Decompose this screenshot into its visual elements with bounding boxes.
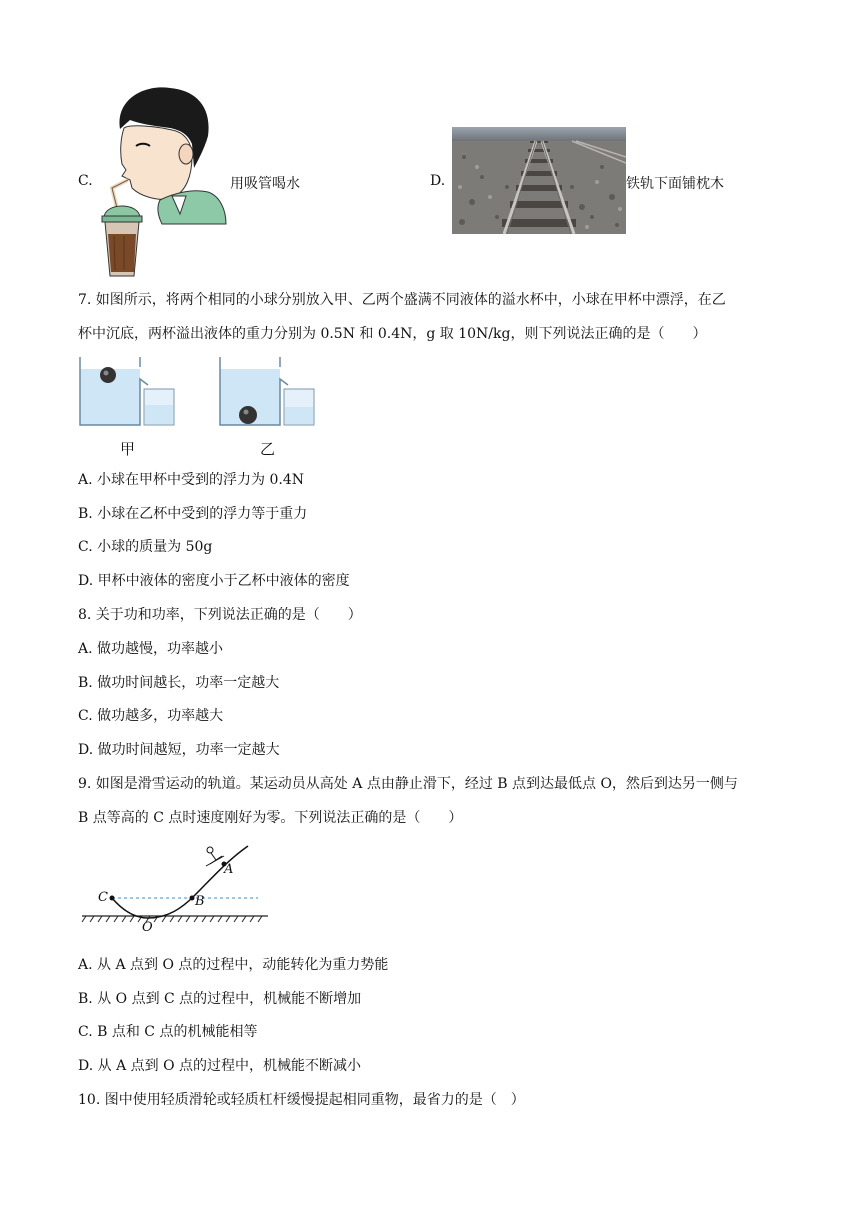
point-label-a: A bbox=[224, 862, 234, 877]
q7-option-c: C. 小球的质量为 50g bbox=[78, 539, 213, 555]
q9-option-d: D. 从 A 点到 O 点的过程中，机械能不断减小 bbox=[78, 1058, 362, 1074]
q7-option-d: D. 甲杯中液体的密度小于乙杯中液体的密度 bbox=[78, 573, 350, 589]
q9-stem-line2: B 点等高的 C 点时速度刚好为零。下列说法正确的是（ ） bbox=[78, 810, 463, 826]
q8-option-c: C. 做功越多，功率越大 bbox=[78, 708, 224, 724]
q8-option-d: D. 做功时间越短，功率一定越大 bbox=[78, 742, 280, 758]
option-d-caption: 铁轨下面铺枕木 bbox=[626, 176, 724, 192]
q10-stem: 10. 图中使用轻质滑轮或轻质杠杆缓慢提起相同重物，最省力的是（ ） bbox=[78, 1092, 525, 1108]
option-c-letter: C. bbox=[78, 173, 93, 189]
option-c-caption: 用吸管喝水 bbox=[230, 176, 300, 192]
railway-track-image bbox=[452, 127, 626, 234]
point-label-o: O bbox=[142, 920, 153, 935]
boy-drinking-straw-image bbox=[100, 84, 228, 280]
q9-option-c: C. B 点和 C 点的机械能相等 bbox=[78, 1024, 258, 1040]
q8-option-a: A. 做功越慢，功率越小 bbox=[78, 641, 224, 657]
q7-stem-line1: 7. 如图所示，将两个相同的小球分别放入甲、乙两个盛满不同液体的溢水杯中，小球在甲杯中漂浮，在乙 bbox=[78, 292, 726, 308]
fig-label-jia: 甲 bbox=[120, 440, 136, 458]
overflow-cups-figure bbox=[78, 355, 328, 461]
option-d-letter: D. bbox=[430, 173, 446, 189]
point-label-c: C bbox=[98, 890, 108, 905]
q7-option-b: B. 小球在乙杯中受到的浮力等于重力 bbox=[78, 506, 308, 522]
q8-option-b: B. 做功时间越长，功率一定越大 bbox=[78, 675, 280, 691]
q9-option-b: B. 从 O 点到 C 点的过程中，机械能不断增加 bbox=[78, 991, 362, 1007]
point-label-b: B bbox=[195, 894, 205, 909]
q9-stem-line1: 9. 如图是滑雪运动的轨道。某运动员从高处 A 点由静止滑下，经过 B 点到达最低点 O，然后到达另一侧与 bbox=[78, 776, 738, 792]
q9-option-a: A. 从 A 点到 O 点的过程中，动能转化为重力势能 bbox=[78, 957, 389, 973]
q7-option-a: A. 小球在甲杯中受到的浮力为 0.4N bbox=[78, 472, 304, 488]
q8-stem: 8. 关于功和功率，下列说法正确的是（ ） bbox=[78, 607, 362, 623]
ski-track-figure bbox=[78, 842, 278, 938]
fig-label-yi: 乙 bbox=[260, 440, 276, 458]
q7-stem-line2: 杯中沉底，两杯溢出液体的重力分别为 0.5N 和 0.4N，g 取 10N/kg，则下列说法正确的是（ ） bbox=[78, 326, 707, 342]
